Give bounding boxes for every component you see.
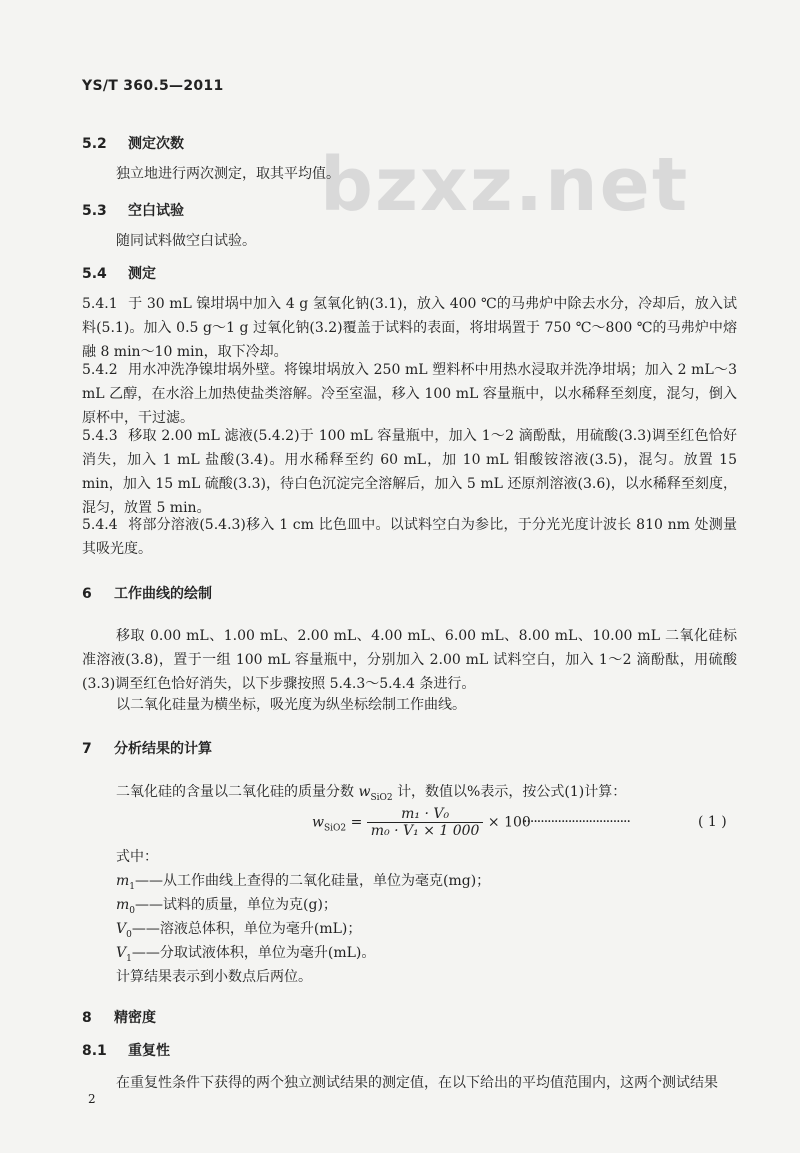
watermark: bzxz.net <box>320 142 690 228</box>
formula-denominator: m₀ · V₁ × 1 000 <box>370 823 480 839</box>
definition-m0: $m_0——$试料的质量，单位为克(g)； <box>116 897 337 916</box>
heading-5-3: 5.3 空白试验 <box>82 203 184 219</box>
heading-8-1: 8.1 重复性 <box>82 1043 170 1059</box>
paragraph-5-3: 随同试料做空白试验。 <box>116 233 256 249</box>
clause-5-4-2: 5.4.2 用水冲洗净镍坩埚外壁。将镍坩埚放入 250 mL 塑料杯中用热水浸取并洗净坩埚；加入 2 mL～3 mL 乙醇，在水浴上加热使盐类溶解。冷至室温，移入 100 mL 容量瓶中，以水稀释至刻度，混匀，倒入原杯中，干过滤。 <box>82 362 737 426</box>
formula-fraction <box>367 806 484 839</box>
standard-header: YS/T 360.5—2011 <box>82 78 224 94</box>
heading-7: 7 分析结果的计算 <box>82 741 212 757</box>
paragraph-8-1: 在重复性条件下获得的两个独立测试结果的测定值，在以下给出的平均值范围内，这两个测试结果 <box>116 1075 718 1091</box>
paragraph-6-1: 移取 0.00 mL、1.00 mL、2.00 mL、4.00 mL、6.00 mL、8.00 mL、10.00 mL 二氧化硅标准溶液(3.8)，置于一组 100 mL 容量瓶中，分别加入 2.00 mL 试料空白，加入 1～2 滴酚酞，用硫酸(3.3)调至红色恰好消失，以下步骤按照 5.4.3～5.4.4 条进行。 <box>82 628 737 692</box>
definition-v1: $V_1——$分取试液体积，单位为毫升(mL)。 <box>116 945 376 964</box>
definition-m1: $m_1——$从工作曲线上查得的二氧化硅量，单位为毫克(mg)； <box>116 873 491 892</box>
heading-8: 8 精密度 <box>82 1010 156 1026</box>
definition-v0: $V_0——$溶液总体积，单位为毫升(mL)； <box>116 921 362 940</box>
formula-1: $w_{SiO2}$ = $\frac{\text{m₁ · V₀}}{\text{m₀ · V₁ × 1 000}}$ × 100 <box>312 806 531 839</box>
clause-5-4-1: 5.4.1 于 30 mL 镍坩埚中加入 4 g 氢氧化钠(3.1)，放入 400 ℃的马弗炉中除去水分，冷却后，放入试料(5.1)。加入 0.5 g～1 g 过氧化钠(3.2)覆盖于试料的表面，将坩埚置于 750 ℃～800 ℃的马弗炉中熔融 8 min～10 min，取下冷却。 <box>82 296 737 360</box>
page-number: 2 <box>88 1092 96 1106</box>
formula-leader-dots: ······························· <box>523 814 630 830</box>
formula-tag: ( 1 ) <box>698 814 727 830</box>
heading-5-2: 5.2 测定次数 <box>82 136 184 152</box>
closing-note: 计算结果表示到小数点后两位。 <box>116 969 312 985</box>
clause-5-4-3: 5.4.3 移取 2.00 mL 滤液(5.4.2)于 100 mL 容量瓶中，加入 1～2 滴酚酞，用硫酸(3.3)调至红色恰好消失，加入 1 mL 盐酸(3.4)。用水稀释至约 60 mL，加 10 mL 钼酸铵溶液(3.5)，混匀。放置 15 min，加入 15 mL 硫酸(3.3)，待白色沉淀完全溶解后，加入 5 mL 还原剂溶液(3.6)，以水稀释至刻度，混匀，放置 5 min。 <box>82 428 737 516</box>
formula-numerator: m₁ · V₀ <box>367 806 484 823</box>
paragraph-6-2: 以二氧化硅量为横坐标，吸光度为纵坐标绘制工作曲线。 <box>116 697 466 713</box>
clause-5-4-4: 5.4.4 将部分溶液(5.4.3)移入 1 cm 比色皿中。以试料空白为参比，于分光光度计波长 810 nm 处测量其吸光度。 <box>82 517 737 557</box>
heading-5-4: 5.4 测定 <box>82 266 156 282</box>
paragraph-5-2: 独立地进行两次测定，取其平均值。 <box>116 166 340 182</box>
heading-6: 6 工作曲线的绘制 <box>82 586 212 602</box>
where-label: 式中： <box>116 849 158 865</box>
paragraph-7-intro: 二氧化硅的含量以二氧化硅的质量分数 $w_{SiO2}$ 计，数值以%表示，按公式(1)计算： <box>116 784 627 803</box>
